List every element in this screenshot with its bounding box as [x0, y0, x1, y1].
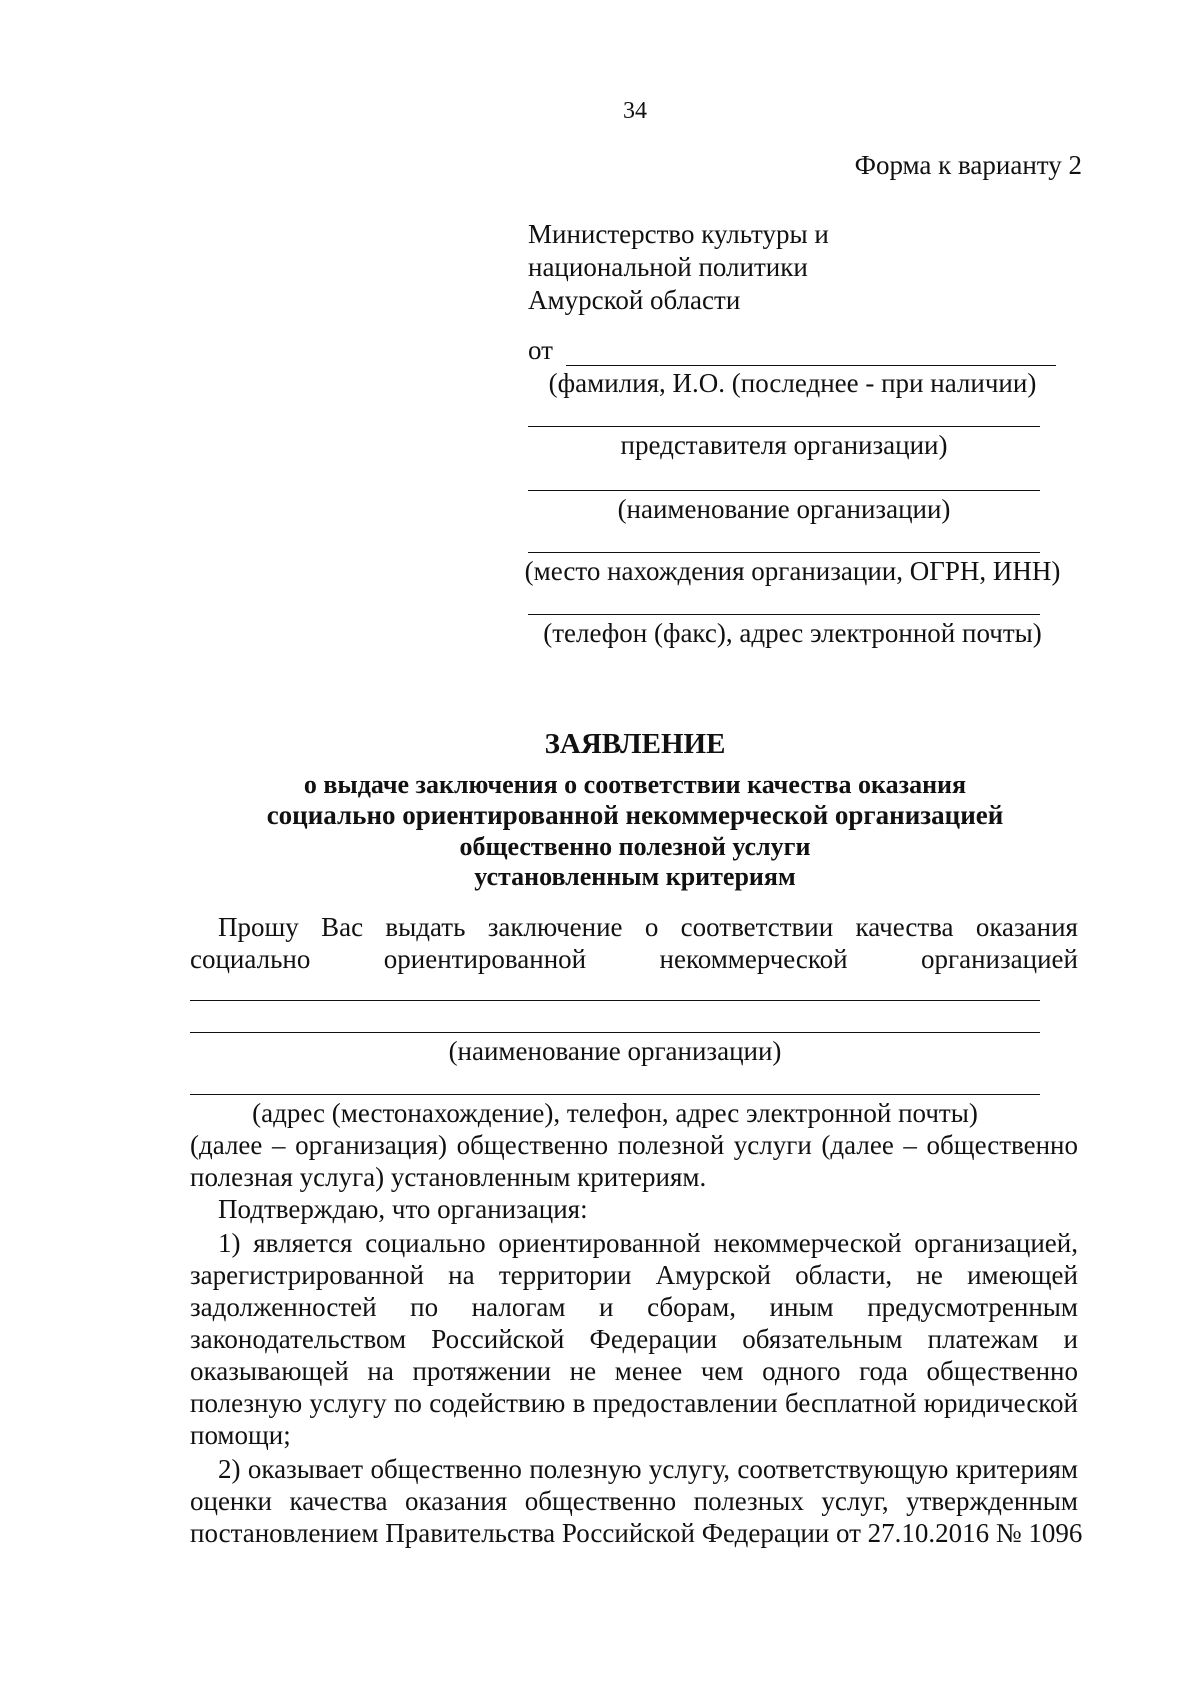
confirm-intro: Подтверждаю, что организация:	[218, 1194, 588, 1224]
request-line-2	[190, 944, 1078, 975]
word: соответствии	[680, 912, 834, 942]
addressee-line: национальной политики	[528, 252, 808, 282]
addressee-block	[528, 218, 829, 317]
word: оказания	[975, 912, 1078, 942]
fill-line-org-name	[528, 490, 1040, 491]
fill-line-representative	[528, 426, 1040, 427]
addressee-line: Амурской области	[528, 285, 741, 315]
word: Вас	[321, 912, 364, 942]
document-title: ЗАЯВЛЕНИЕ	[544, 728, 726, 760]
word: качества	[855, 912, 954, 942]
word: заключение	[487, 912, 623, 942]
word: выдать	[385, 912, 466, 942]
fill-line-location	[528, 552, 1040, 553]
item1-line: оказывающей на протяжении не менее чем одного года общественно	[190, 1356, 1078, 1386]
word: ориентированной	[383, 944, 587, 974]
item1-line: законодательством Российской Федерации обязательным платежам и	[190, 1324, 1078, 1354]
subtitle-line: общественно полезной услуги	[459, 832, 811, 861]
item1-line: задолженностей по налогам и сборам, иным предусмотренным	[190, 1292, 1078, 1322]
word: социально	[190, 944, 311, 974]
item2-line: оценки качества оказания общественно полезных услуг, утвержденным	[190, 1486, 1078, 1516]
fill-line-body-1	[190, 1000, 1040, 1001]
item2-line: 2) оказывает общественно полезную услугу, соответствующую критериям	[218, 1454, 1078, 1484]
item2-line: постановлением Правительства Российской Федерации от 27.10.2016 № 1096	[190, 1518, 1083, 1548]
item1-line: 1) является социально ориентированной некоммерческой организацией,	[218, 1228, 1078, 1258]
addressee-line: Министерство культуры и	[528, 219, 829, 249]
caption-body-org-name: (наименование организации)	[448, 1036, 782, 1066]
from-label: от	[528, 335, 553, 365]
page-number: 34	[623, 98, 647, 124]
word: некоммерческой	[659, 944, 848, 974]
caption-org-name: (наименование организации)	[617, 494, 951, 524]
item1-line: помощи;	[190, 1420, 291, 1450]
fill-line-body-2	[190, 1032, 1040, 1033]
fill-line-name	[566, 365, 1056, 366]
subtitle-line: о выдаче заключения о соответствии качества оказания	[303, 770, 967, 799]
fill-line-contacts	[528, 614, 1040, 615]
subtitle-line: социально ориентированной некоммерческой организацией	[266, 800, 1004, 830]
caption-contacts: (телефон (факс), адрес электронной почты)	[543, 618, 1042, 648]
fill-line-body-3	[190, 1094, 1040, 1095]
word: организацией	[921, 944, 1078, 974]
caption-body-address: (адрес (местонахождение), телефон, адрес электронной почты)	[252, 1098, 978, 1128]
item1-line: зарегистрированной на территории Амурской области, не имеющей	[190, 1260, 1078, 1290]
word: Прошу	[218, 912, 299, 942]
caption-location: (место нахождения организации, ОГРН, ИНН)	[524, 556, 1061, 586]
caption-name: (фамилия, И.О. (последнее - при наличии)	[548, 368, 1037, 398]
caption-representative: представителя организации)	[620, 430, 948, 460]
item1-line: полезную услугу по содействию в предоставлении бесплатной юридической	[190, 1388, 1078, 1418]
request-line-1	[218, 912, 1078, 943]
word: о	[644, 912, 659, 942]
paragraph-line: полезная услуга) установленным критериям.	[190, 1162, 707, 1192]
form-reference: Форма к варианту 2	[854, 150, 1082, 180]
paragraph-line: (далее – организация) общественно полезной услуги (далее – общественно	[190, 1130, 1078, 1160]
subtitle-line: установленным критериям	[474, 862, 796, 891]
